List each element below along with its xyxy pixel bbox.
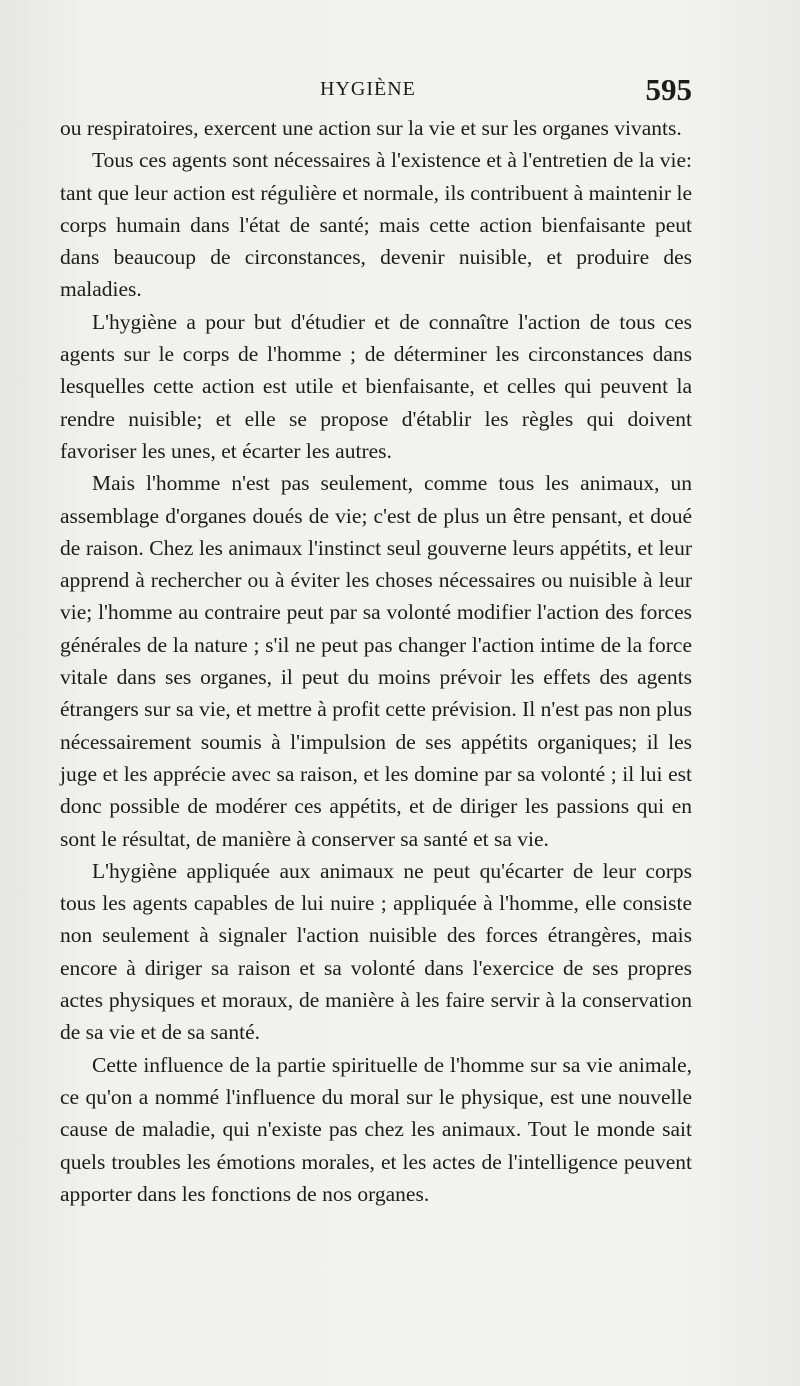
paragraph-man-and-animals: Mais l'homme n'est pas seulement, comme tous les animaux, un assemblage d'organes doués de vie; c'est de plus un être pensant, et doué de raison. Chez les animaux l'instinct seul gouverne leurs appétits, et leur apprend à rechercher ou à éviter les choses nécessaires ou nuisible à leur vie; l'homme au contraire peut par sa volonté modifier l'action des forces générales de la nature ; s'il ne peut pas changer l'action intime de la force vitale dans ses organes, il peut du moins prévoir les effets des agents étrangers sur sa vie, et mettre à profit cette prévision. Il n'est pas non plus nécessairement soumis à l'impulsion de ses appétits organiques; il les juge et les apprécie avec sa raison, et les domine par sa volonté ; il lui est donc possible de modérer ces appétits, et de diriger les passions qui en sont le résultat, de manière à conserver sa santé et sa vie. [60,471,692,851]
paragraph-applied-hygiene: L'hygiène appliquée aux animaux ne peut qu'écarter de leur corps tous les agents capables de lui nuire ; appliquée à l'homme, elle consiste non seulement à signaler l'action nuisible des forces étrangères, mais encore à diriger sa raison et sa volonté dans l'exercice de ses propres actes physiques et moraux, de manière à les faire servir à la conservation de sa vie et de sa santé. [60,858,692,1045]
paragraph-continued: ou respiratoires, exercent une action sur la vie et sur les organes vivants. [60,116,682,140]
page-header [60,74,692,110]
page-number: 595 [645,72,692,107]
paragraph-agents: Tous ces agents sont nécessaires à l'existence et à l'entretien de la vie: tant que leur action est régulière et normale, ils contribuent à maintenir le corps humain dans l'état de santé; mais cette action bienfaisante peut dans beaucoup de circonstances, devenir nuisible, et produire des maladies. [60,148,692,302]
body-text [60,112,692,1210]
paragraph-moral-influence: Cette influence de la partie spirituelle de l'homme sur sa vie animale, ce qu'on a nommé l'influence du moral sur le physique, est une nouvelle cause de maladie, qui n'existe pas chez les animaux. Tout le monde sait quels troubles les émotions morales, et les actes de l'intelligence peuvent apporter dans les fonctions de nos organes. [60,1052,692,1206]
running-title: HYGIÈNE [320,78,416,100]
paragraph-hygiene-purpose: L'hygiène a pour but d'étudier et de connaître l'action de tous ces agents sur le corps de l'homme ; de déterminer les circonstances dans lesquelles cette action est utile et bienfaisante, et celles qui peuvent la rendre nuisible; et elle se propose d'établir les règles qui doivent favoriser les unes, et écarter les autres. [60,309,692,463]
